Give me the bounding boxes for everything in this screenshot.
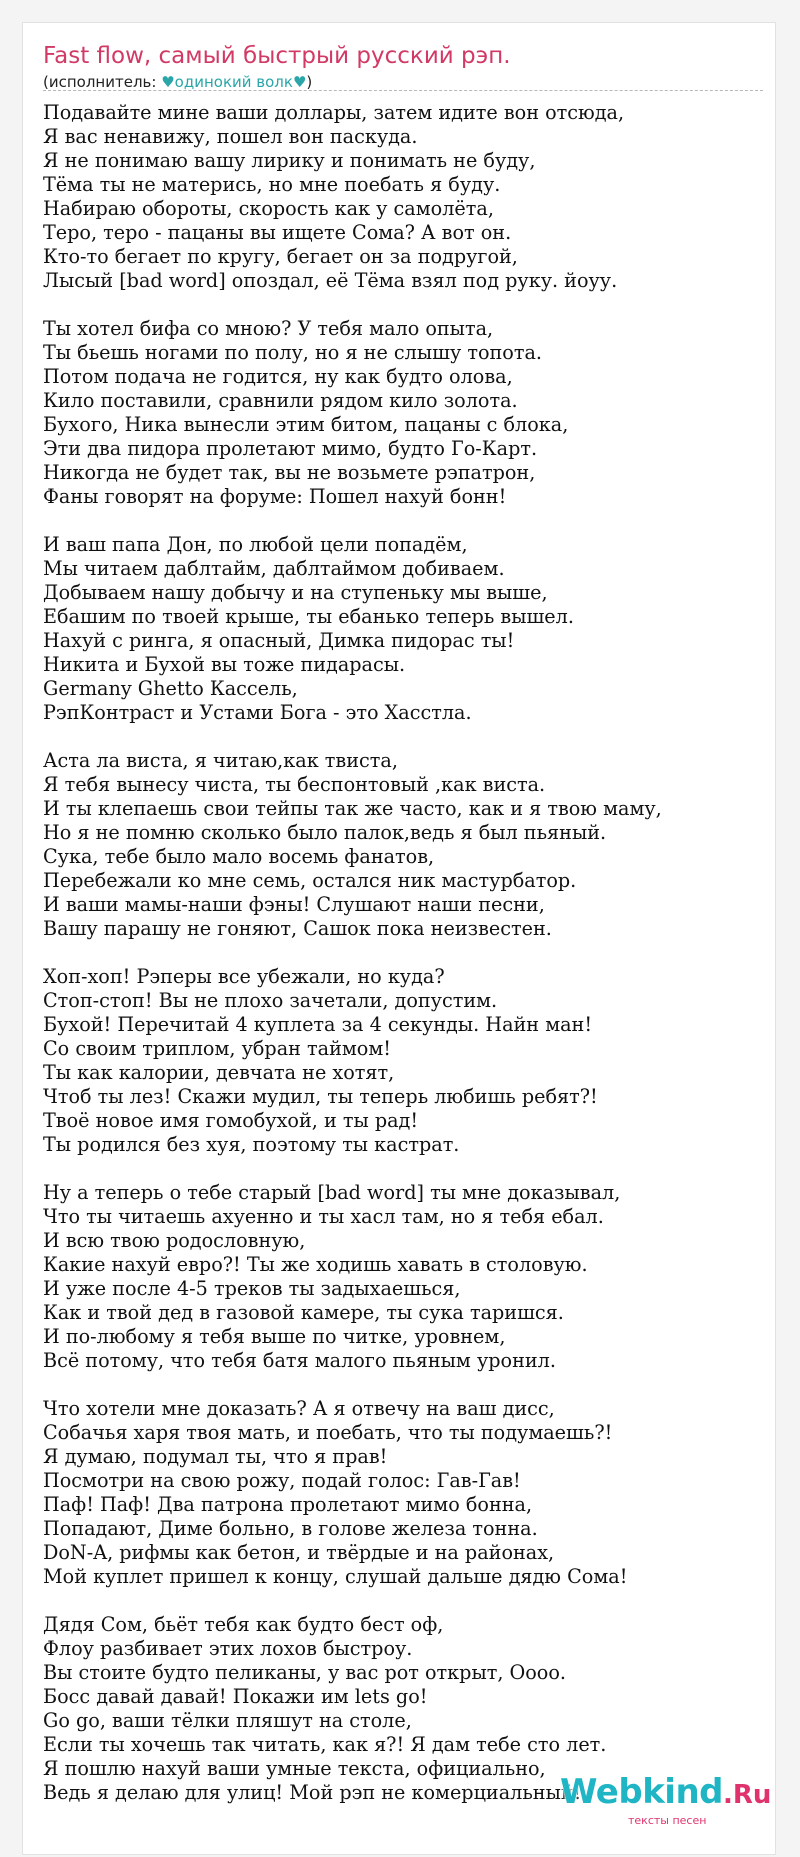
lyric-line: Я вас ненавижу, пошел вон паскуда. <box>43 125 418 148</box>
lyric-line: Эти два пидора пролетают мимо, будто Го-Карт. <box>43 437 538 460</box>
lyric-line: Вашу парашу не гоняют, Сашок пока неизвестен. <box>43 917 552 940</box>
lyrics-stanza <box>43 965 763 1157</box>
lyric-line: И ваши мамы-наши фэны! Слушают наши песни, <box>43 893 545 916</box>
lyric-line: Что ты читаешь ахуенно и ты хасл там, но я тебя ебал. <box>43 1205 604 1228</box>
lyric-line: Всё потому, что тебя батя малого пьяным уронил. <box>43 1349 556 1372</box>
lyric-line: Никита и Бухой вы тоже пидарасы. <box>43 653 406 676</box>
lyric-line: И уже после 4-5 треков ты задыхаешься, <box>43 1277 461 1300</box>
lyric-line: Со своим триплом, убран таймом! <box>43 1037 391 1060</box>
divider <box>43 90 763 91</box>
lyric-line: Как и твой дед в газовой камере, ты сука таришся. <box>43 1301 564 1324</box>
lyrics-stanza <box>43 1397 763 1589</box>
lyric-line: Мы читаем даблтайм, даблтаймом добиваем. <box>43 557 505 580</box>
lyric-line: И всю твою родословную, <box>43 1229 306 1252</box>
song-title: Fast flow, самый быстрый русский рэп. <box>43 43 511 69</box>
lyric-line: Чтоб ты лез! Скажи мудил, ты теперь любишь ребят?! <box>43 1085 598 1108</box>
lyric-line: Кто-то бегает по кругу, бегает он за подругой, <box>43 245 518 268</box>
lyric-line: Набираю обороты, скорость как у самолёта, <box>43 197 494 220</box>
lyric-line: Подавайте мине ваши доллары, затем идите вон отсюда, <box>43 101 625 124</box>
lyric-line: Твоё новое имя гомобухой, и ты рад! <box>43 1109 419 1132</box>
lyric-line: Какие нахуй евро?! Ты же ходишь хавать в столовую. <box>43 1253 588 1276</box>
lyric-line: Аста ла виста, я читаю,как твиста, <box>43 749 398 772</box>
lyric-line: Я пошлю нахуй ваши умные текста, официально, <box>43 1757 546 1780</box>
content-card <box>22 22 776 1855</box>
lyric-line: И ты клепаешь свои тейпы так же часто, как и я твою маму, <box>43 797 662 820</box>
lyric-line: И по-любому я тебя выше по читке, уровнем, <box>43 1325 506 1348</box>
lyric-line: Если ты хочешь так читать, как я?! Я дам тебе сто лет. <box>43 1733 607 1756</box>
lyric-line: Но я не помню сколько было палок,ведь я был пьяный. <box>43 821 607 844</box>
lyric-line: Кило поставили, сравнили рядом кило золота. <box>43 389 518 412</box>
lyrics-stanza <box>43 749 763 941</box>
lyric-line: Ты родился без хуя, поэтому ты кастрат. <box>43 1133 460 1156</box>
lyric-line: Тёма ты не матерись, но мне поебать я буду. <box>43 173 501 196</box>
lyric-line: Лысый [bad word] опоздал, её Тёма взял под руку. йоуу. <box>43 269 618 292</box>
lyric-line: Посмотри на свою рожу, подай голос: Гав-Гав! <box>43 1469 521 1492</box>
lyric-line: Мой куплет пришел к концу, слушай дальше дядю Сома! <box>43 1565 628 1588</box>
lyric-line: Босс давай давай! Покажи им lets go! <box>43 1685 428 1708</box>
lyrics-stanza <box>43 101 763 293</box>
lyric-line: Стоп-стоп! Вы не плохо зачетали, допустим. <box>43 989 498 1012</box>
lyrics-stanza <box>43 317 763 509</box>
lyric-line: Нахуй с ринга, я опасный, Димка пидорас ты! <box>43 629 515 652</box>
lyric-line: РэпКонтраст и Устами Бога - это Хасстла. <box>43 701 472 724</box>
lyric-line: Никогда не будет так, вы не возьмете рэпатрон, <box>43 461 536 484</box>
lyric-line: И ваш папа Дон, по любой цели попадём, <box>43 533 468 556</box>
lyric-line: Ну а теперь о тебе старый [bad word] ты мне доказывал, <box>43 1181 621 1204</box>
lyric-line: Теро, теро - пацаны вы ищете Сома? А вот он. <box>43 221 512 244</box>
lyric-line: Флоу разбивает этих лохов быстроу. <box>43 1637 413 1660</box>
heart-icon: ♥ <box>161 73 175 91</box>
lyrics-body <box>43 101 763 1829</box>
lyric-line: Germany Ghetto Кассель, <box>43 677 298 700</box>
lyric-line: Бухого, Ника вынесли этим битом, пацаны с блока, <box>43 413 569 436</box>
lyrics-stanza <box>43 533 763 725</box>
logo-tld: .Ru <box>723 1780 772 1810</box>
lyric-line: Я думаю, подумал ты, что я прав! <box>43 1445 388 1468</box>
lyric-line: Ты бьешь ногами по полу, но я не слышу топота. <box>43 341 542 364</box>
logo-tagline: тексты песен <box>628 1814 707 1827</box>
lyric-line: Добываем нашу добычу и на ступеньку мы выше, <box>43 581 548 604</box>
lyric-line: Я не понимаю вашу лирику и понимать не буду, <box>43 149 536 172</box>
lyric-line: Дядя Сом, бьёт тебя как будто бест оф, <box>43 1613 444 1636</box>
lyric-line: DoN-A, рифмы как бетон, и твёрдые и на районах, <box>43 1541 555 1564</box>
lyric-line: Фаны говорят на форуме: Пошел нахуй бонн! <box>43 485 507 508</box>
lyric-line: Что хотели мне доказать? А я отвечу на ваш дисс, <box>43 1397 555 1420</box>
artist-link[interactable] <box>161 73 306 91</box>
heart-icon: ♥ <box>292 73 307 91</box>
lyric-line: Вы стоите будто пеликаны, у вас рот открыт, Оооо. <box>43 1661 567 1684</box>
lyric-line: Я тебя вынесу чиста, ты беспонтовый ,как виста. <box>43 773 546 796</box>
artist-name: одинокий волк <box>174 73 293 91</box>
logo-brand: Webkind <box>560 1772 723 1812</box>
artist-prefix: (исполнитель: <box>43 73 162 91</box>
lyric-line: Перебежали ко мне семь, остался ник мастурбатор. <box>43 869 577 892</box>
lyrics-stanza <box>43 1181 763 1373</box>
lyric-line: Собачья харя твоя мать, и поебать, что ты подумаешь?! <box>43 1421 613 1444</box>
lyric-line: Хоп-хоп! Рэперы все убежали, но куда? <box>43 965 445 988</box>
artist-suffix: ) <box>306 73 313 91</box>
lyric-line: Ебашим по твоей крыше, ты ебанько теперь вышел. <box>43 605 574 628</box>
lyric-line: Потом подача не годится, ну как будто олова, <box>43 365 513 388</box>
lyric-line: Go go, ваши тёлки пляшут на столе, <box>43 1709 412 1732</box>
artist-line <box>43 73 312 91</box>
lyric-line: Ты хотел бифа со мною? У тебя мало опыта, <box>43 317 494 340</box>
lyric-line: Ты как калории, девчата не хотят, <box>43 1061 395 1084</box>
site-logo[interactable] <box>560 1772 772 1827</box>
lyric-line: Ведь я делаю для улиц! Мой рэп не комерциальный! <box>43 1781 582 1804</box>
lyric-line: Бухой! Перечитай 4 куплета за 4 секунды. Найн ман! <box>43 1013 593 1036</box>
lyric-line: Попадают, Диме больно, в голове железа тонна. <box>43 1517 538 1540</box>
lyric-line: Паф! Паф! Два патрона пролетают мимо бонна, <box>43 1493 533 1516</box>
lyric-line: Сука, тебе было мало восемь фанатов, <box>43 845 435 868</box>
